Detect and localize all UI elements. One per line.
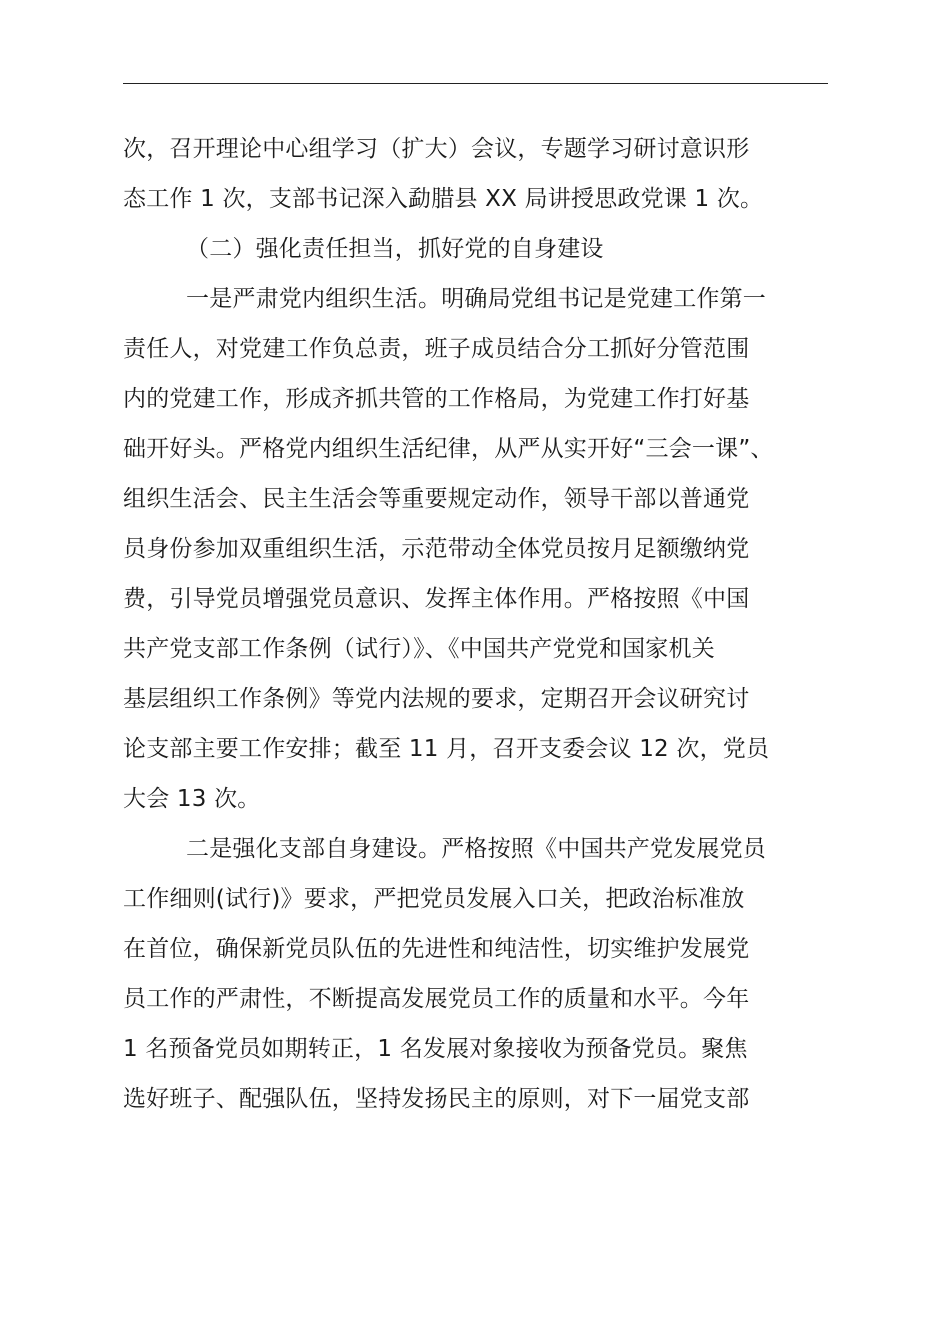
text-line: 选好班子、配强队伍，坚持发扬民主的原则，对下一届党支部 bbox=[123, 1086, 750, 1112]
paragraph-first-line: 一是严肃党内组织生活。明确局党组书记是党建工作第一 bbox=[186, 286, 766, 312]
text-line: 组织生活会、民主生活会等重要规定动作，领导干部以普通党 bbox=[123, 486, 750, 512]
text-line: 在首位，确保新党员队伍的先进性和纯洁性，切实维护发展党 bbox=[123, 936, 750, 962]
text-line: 态工作 1 次，支部书记深入勐腊县 XX 局讲授思政党课 1 次。 bbox=[123, 186, 764, 212]
text-line: 次，召开理论中心组学习（扩大）会议，专题学习研讨意识形 bbox=[123, 136, 750, 162]
text-line: 内的党建工作，形成齐抓共管的工作格局，为党建工作打好基 bbox=[123, 386, 750, 412]
text-line: 员工作的严肃性，不断提高发展党员工作的质量和水平。今年 bbox=[123, 986, 750, 1012]
text-line: 论支部主要工作安排；截至 11 月，召开支委会议 12 次，党员 bbox=[123, 736, 770, 762]
text-line: 共产党支部工作条例（试行）》、《中国共产党党和国家机关 bbox=[123, 636, 715, 662]
text-line: 1 名预备党员如期转正，1 名发展对象接收为预备党员。聚焦 bbox=[123, 1036, 748, 1062]
text-line: 工作细则(试行)》要求，严把党员发展入口关，把政治标准放 bbox=[123, 886, 745, 912]
text-line: 员身份参加双重组织生活，示范带动全体党员按月足额缴纳党 bbox=[123, 536, 750, 562]
text-line: 费，引导党员增强党员意识、发挥主体作用。严格按照《中国 bbox=[123, 586, 750, 612]
paragraph-first-line: 二是强化支部自身建设。严格按照《中国共产党发展党员 bbox=[186, 836, 766, 862]
text-line: 责任人，对党建工作负总责，班子成员结合分工抓好分管范围 bbox=[123, 336, 750, 362]
text-line: 大会 13 次。 bbox=[123, 786, 261, 812]
text-line: 础开好头。严格党内组织生活纪律，从严从实开好“三会一课”、 bbox=[123, 436, 774, 462]
text-line: 基层组织工作条例》等党内法规的要求，定期召开会议研究讨 bbox=[123, 686, 750, 712]
header-rule bbox=[123, 83, 828, 84]
section-heading: （二）强化责任担当，抓好党的自身建设 bbox=[186, 236, 604, 262]
